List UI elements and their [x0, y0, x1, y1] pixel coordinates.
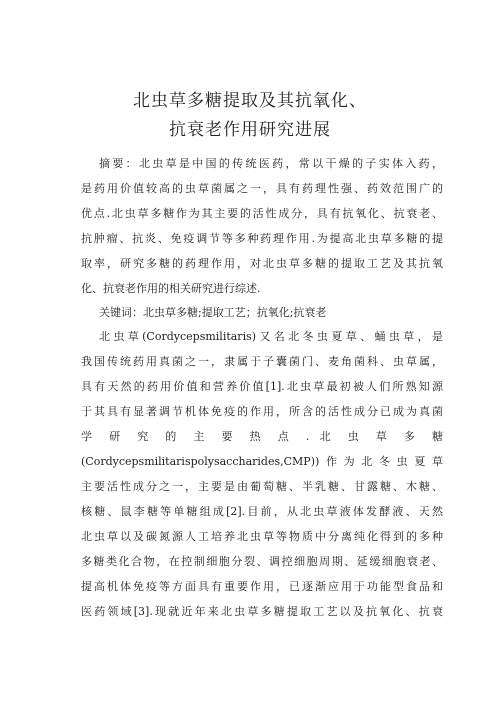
- body-line: 提高机体免疫等方面具有重要作用，已逐渐应用于功能型食品和: [81, 580, 443, 593]
- abstract-line: 取率，研究多糖的药理作用，对北虫草多糖的提取工艺及其抗氧: [81, 257, 443, 270]
- abstract-line: 化、抗衰老作用的相关研究进行综述.: [81, 282, 261, 295]
- abstract-line: 摘要：北虫草是中国的传统医药，常以干燥的子实体入药，: [99, 157, 443, 170]
- body-line: 核糖、鼠李糖等单糖组成[2].目前，从北虫草液体发酵液、天然: [81, 505, 443, 518]
- body-line: 北虫草以及碳氮源人工培养北虫草等物质中分离纯化得到的多种: [81, 530, 443, 543]
- body-line: 多糖类化合物，在控制细胞分裂、调控细胞周期、延缓细胞衰老、: [81, 555, 443, 568]
- body-line: 我国传统药用真菌之一，隶属于子囊菌门、麦角菌科、虫草属，: [81, 355, 443, 368]
- body-line: 具有天然的药用价值和营养价值[1].北虫草最初被人们所熟知源: [81, 380, 443, 393]
- paper-title-line-1: 北虫草多糖提取及其抗氧化、: [133, 91, 367, 111]
- keywords: 关键词：北虫草多糖;提取工艺；抗氧化;抗衰老: [99, 306, 327, 319]
- body-line: 北虫草(Cordycepsmilitaris)又名北冬虫夏草、蛹虫草，是: [99, 330, 443, 343]
- body-line: 主要活性成分之一，主要是由葡萄糖、半乳糖、甘露糖、木糖、: [81, 480, 443, 493]
- body-line: 于其具有显著调节机体免疫的作用，所含的活性成分已成为真菌: [81, 405, 443, 418]
- body-line: 学 研 究 的 主 要 热 点 . 北 虫 草 多 糖: [81, 430, 443, 443]
- abstract-line: 是药用价值较高的虫草菌属之一，具有药理性强、药效范围广的: [81, 182, 443, 195]
- paper-title-line-2: 抗衰老作用研究进展: [169, 120, 331, 140]
- abstract-line: 优点.北虫草多糖作为其主要的活性成分，具有抗氧化、抗衰老、: [81, 207, 443, 220]
- body-line: (Cordycepsmilitarispolysaccharides,CMP))作为北冬虫夏草: [81, 455, 443, 468]
- abstract-line: 抗肿瘤、抗炎、免疫调节等多种药理作用.为提高北虫草多糖的提: [81, 232, 443, 245]
- body-line: 医药领域[3].现就近年来北虫草多糖提取工艺以及抗氧化、抗衰: [81, 605, 443, 618]
